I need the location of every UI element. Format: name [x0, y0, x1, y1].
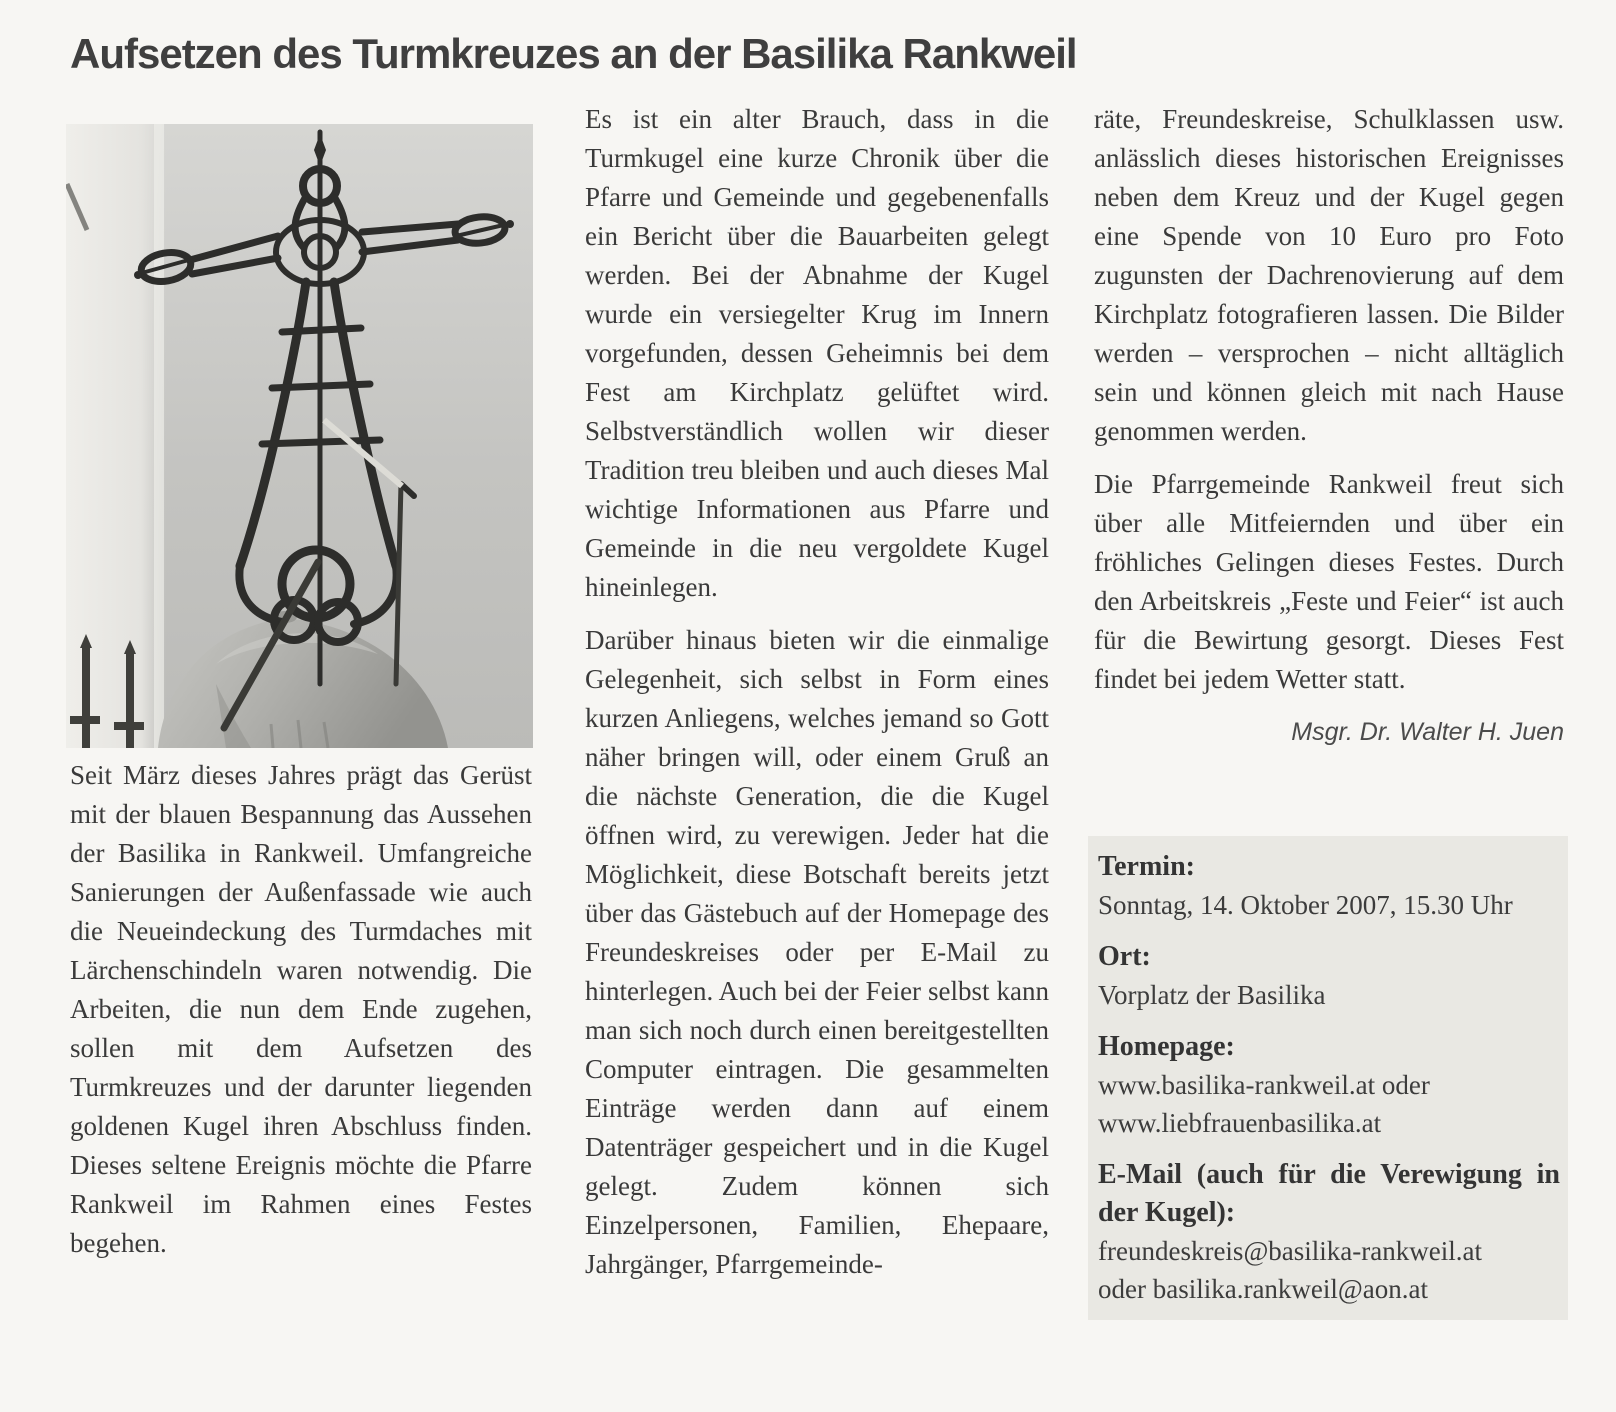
article-paragraph: Seit März dieses Jahres prägt das Gerüst mit der blauen Bespannung das Aussehen der Basilika in Rankweil. Umfangreiche Sanierungen der Außenfassade wie auch die Neueindeckung des Turmdaches mit Lärchenschindeln waren notwendig. Die Arbeiten, die nun dem Ende zugehen, sollen mit dem Aufsetzen des Turmkreuzes und der darunter liegenden goldenen Kugel ihren Abschluss finden. Dieses seltene Ereignis möchte die Pfarre Rankweil im Rahmen eines Festes begehen.	[70, 760, 532, 1258]
article-paragraph: räte, Freundeskreise, Schulklassen usw. anlässlich dieses historischen Ereignisses neben dem Kreuz und der Kugel gegen eine Spende von 10 Euro pro Foto zugunsten der Dachrenovierung auf dem Kirchplatz fotografieren lassen. Die Bilder werden – versprochen – nicht alltäglich sein und können gleich mit nach Hause genommen werden.	[1094, 104, 1564, 446]
author-byline: Msgr. Dr. Walter H. Juen	[1291, 718, 1564, 746]
homepage-label: Homepage:	[1098, 1031, 1235, 1062]
homepage-url-2: www.liebfrauenbasilika.at	[1098, 1108, 1382, 1138]
column-middle	[585, 100, 1049, 1298]
article-paragraph: Darüber hinaus bieten wir die einmalige Gelegenheit, sich selbst in Form eines kurzen Anliegens, welches jemand so Gott näher bringen will, oder einem Gruß an die nächste Generation, die die Kugel öffnen wird, zu verewigen. Jeder hat die Möglichkeit, diese Botschaft bereits jetzt über das Gästebuch auf der Homepage des Freundeskreises oder per E-Mail zu hinterlegen. Auch bei der Feier selbst kann man sich noch durch einen bereitgestellten Computer eintragen. Die gesammelten Einträge werden dann auf einem Datenträger gespeichert und in die Kugel gelegt. Zudem können sich Einzelpersonen, Familien, Ehepaare, Jahrgänger, Pfarrgemeinde-	[585, 625, 1049, 1279]
page-title: Aufsetzen des Turmkreuzes an der Basilika Rankweil	[70, 30, 1077, 77]
homepage-url-1: www.basilika-rankweil.at oder	[1098, 1070, 1430, 1100]
event-infobox	[1088, 836, 1568, 1320]
article-paragraph: Die Pfarrgemeinde Rankweil freut sich über alle Mitfeiernden und über ein fröhliches Gelingen dieses Festes. Durch den Arbeitskreis „Feste und Feier“ ist auch für die Bewirtung gesorgt. Dieses Fest findet bei jedem Wetter statt.	[1094, 469, 1564, 694]
column-left	[70, 756, 532, 1277]
ort-value: Vorplatz der Basilika	[1098, 980, 1326, 1010]
email-address-1: freundeskreis@basilika-rankweil.at	[1098, 1236, 1482, 1266]
column-right	[1094, 100, 1564, 752]
tower-cross-photo	[66, 124, 533, 748]
ort-label: Ort:	[1098, 941, 1151, 972]
termin-label: Termin:	[1098, 851, 1195, 882]
tower-cross-photo-image	[66, 124, 533, 748]
email-address-2: oder basilika.rankweil@aon.at	[1098, 1274, 1428, 1304]
termin-value: Sonntag, 14. Oktober 2007, 15.30 Uhr	[1098, 890, 1513, 920]
email-label: E-Mail (auch für die Verewigung in der Kugel):	[1098, 1159, 1560, 1228]
article-paragraph: Es ist ein alter Brauch, dass in die Turmkugel eine kurze Chronik über die Pfarre und Gemeinde und gegebenenfalls ein Bericht über die Bauarbeiten gelegt werden. Bei der Abnahme der Kugel wurde ein versiegelter Krug im Innern vorgefunden, dessen Geheimnis bei dem Fest am Kirchplatz gelüftet wird. Selbstverständlich wollen wir dieser Tradition treu bleiben und auch dieses Mal wichtige Informationen aus Pfarre und Gemeinde in die neu vergoldete Kugel hineinlegen.	[585, 104, 1049, 602]
